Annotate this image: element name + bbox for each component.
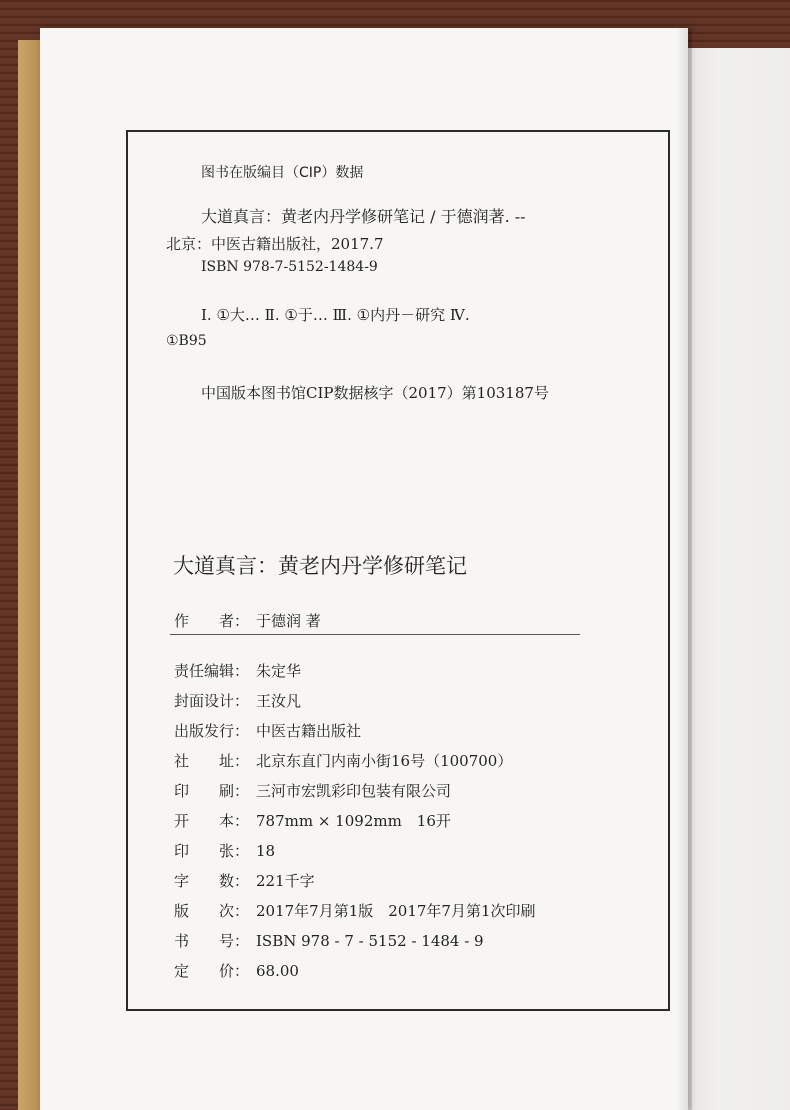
detail-row (174, 660, 301, 681)
detail-row (174, 930, 484, 951)
detail-label: 责任编辑： (174, 662, 250, 680)
cip-title-line: 大道真言：黄老内丹学修研笔记 / 于德润著. -- (201, 207, 526, 226)
detail-value: 三河市宏凯彩印包装有限公司 (256, 782, 452, 800)
detail-row (174, 780, 451, 801)
detail-value: 221千字 (256, 872, 315, 890)
detail-row (174, 870, 315, 891)
detail-label: 出版发行： (174, 722, 250, 740)
cip-publisher-line: 北京：中医古籍出版社，2017.7 (166, 235, 384, 253)
detail-row (174, 690, 301, 711)
detail-value: 王汝凡 (256, 692, 302, 710)
detail-label: 社 址： (174, 752, 250, 770)
detail-label: 印 张： (174, 842, 250, 860)
cip-classification-code: ①B95 (166, 333, 207, 349)
detail-row (174, 840, 275, 861)
author-value: 于德润 著 (256, 612, 321, 630)
detail-value: 787mm × 1092mm 16开 (256, 812, 451, 830)
detail-label: 开 本： (174, 812, 250, 830)
detail-row (174, 750, 512, 771)
cip-header: 图书在版编目（CIP）数据 (201, 165, 364, 181)
detail-value: 北京东直门内南小街16号（100700） (256, 752, 513, 770)
book-title: 大道真言：黄老内丹学修研笔记 (173, 554, 467, 578)
detail-value: 2017年7月第1版 2017年7月第1次印刷 (256, 902, 536, 920)
detail-label: 封面设计： (174, 692, 250, 710)
detail-value: ISBN 978 - 7 - 5152 - 1484 - 9 (256, 932, 484, 950)
cip-classification-line: Ⅰ. ①大… Ⅱ. ①于… Ⅲ. ①内丹－研究 Ⅳ. (201, 306, 470, 324)
detail-row (174, 720, 361, 741)
detail-label: 版 次： (174, 902, 250, 920)
detail-label: 印 刷： (174, 782, 250, 800)
facing-page (688, 48, 790, 1110)
detail-row (174, 960, 299, 981)
cip-isbn-line: ISBN 978-7-5152-1484-9 (201, 259, 378, 275)
detail-label: 书 号： (174, 932, 250, 950)
detail-value: 中医古籍出版社 (256, 722, 362, 740)
divider-line (170, 634, 580, 635)
detail-value: 68.00 (256, 962, 299, 980)
detail-label: 定 价： (174, 962, 250, 980)
cip-record-number: 中国版本图书馆CIP数据核字（2017）第103187号 (201, 384, 549, 402)
detail-row (174, 900, 536, 921)
author-row (174, 610, 321, 631)
detail-row (174, 810, 451, 831)
detail-label: 字 数： (174, 872, 250, 890)
detail-value: 18 (256, 842, 276, 860)
author-label: 作 者： (174, 612, 250, 630)
detail-value: 朱定华 (256, 662, 302, 680)
